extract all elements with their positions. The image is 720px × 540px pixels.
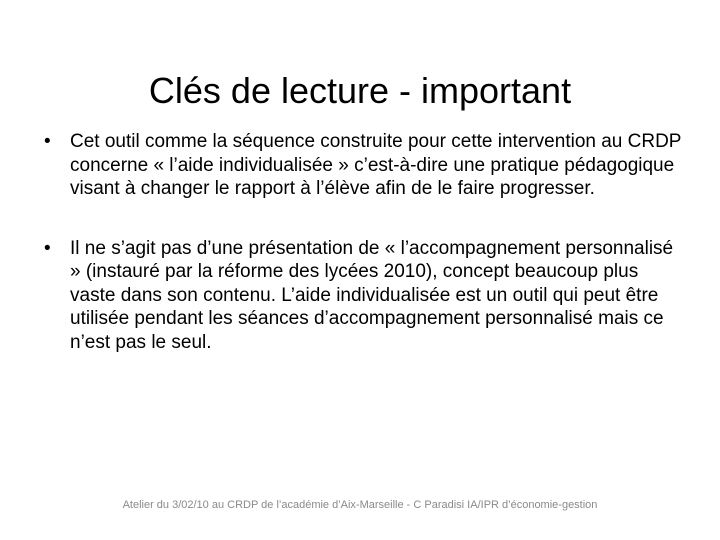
bullet-item-2 [44, 237, 684, 355]
bullet-list [44, 130, 684, 354]
bullet-text-1: Cet outil comme la séquence construite pour cette intervention au CRDP concerne « l’aide individualisée » c’est-à-dire une pratique pédagogique visant à changer le rapport à l’élève afin de le faire progresser. [70, 131, 682, 199]
slide-footer: Atelier du 3/02/10 au CRDP de l’académie d’Aix-Marseille - C Paradisi IA/IPR d’économie-gestion [122, 499, 598, 511]
bullet-icon: • [44, 237, 51, 259]
slide-title: Clés de lecture - important [148, 70, 572, 112]
bullet-text-2: Il ne s’agit pas d’une présentation de « l’accompagnement personnalisé » (instauré par la réforme des lycées 2010), concept beaucoup plus vaste dans son contenu. L’aide individualisée est un outil qui peut être utilisée pendant les séances d’accompagnement personnalisé mais ce n’est pas le seul. [70, 237, 674, 353]
bullet-item-1 [44, 130, 684, 201]
bullet-icon: • [44, 131, 51, 152]
